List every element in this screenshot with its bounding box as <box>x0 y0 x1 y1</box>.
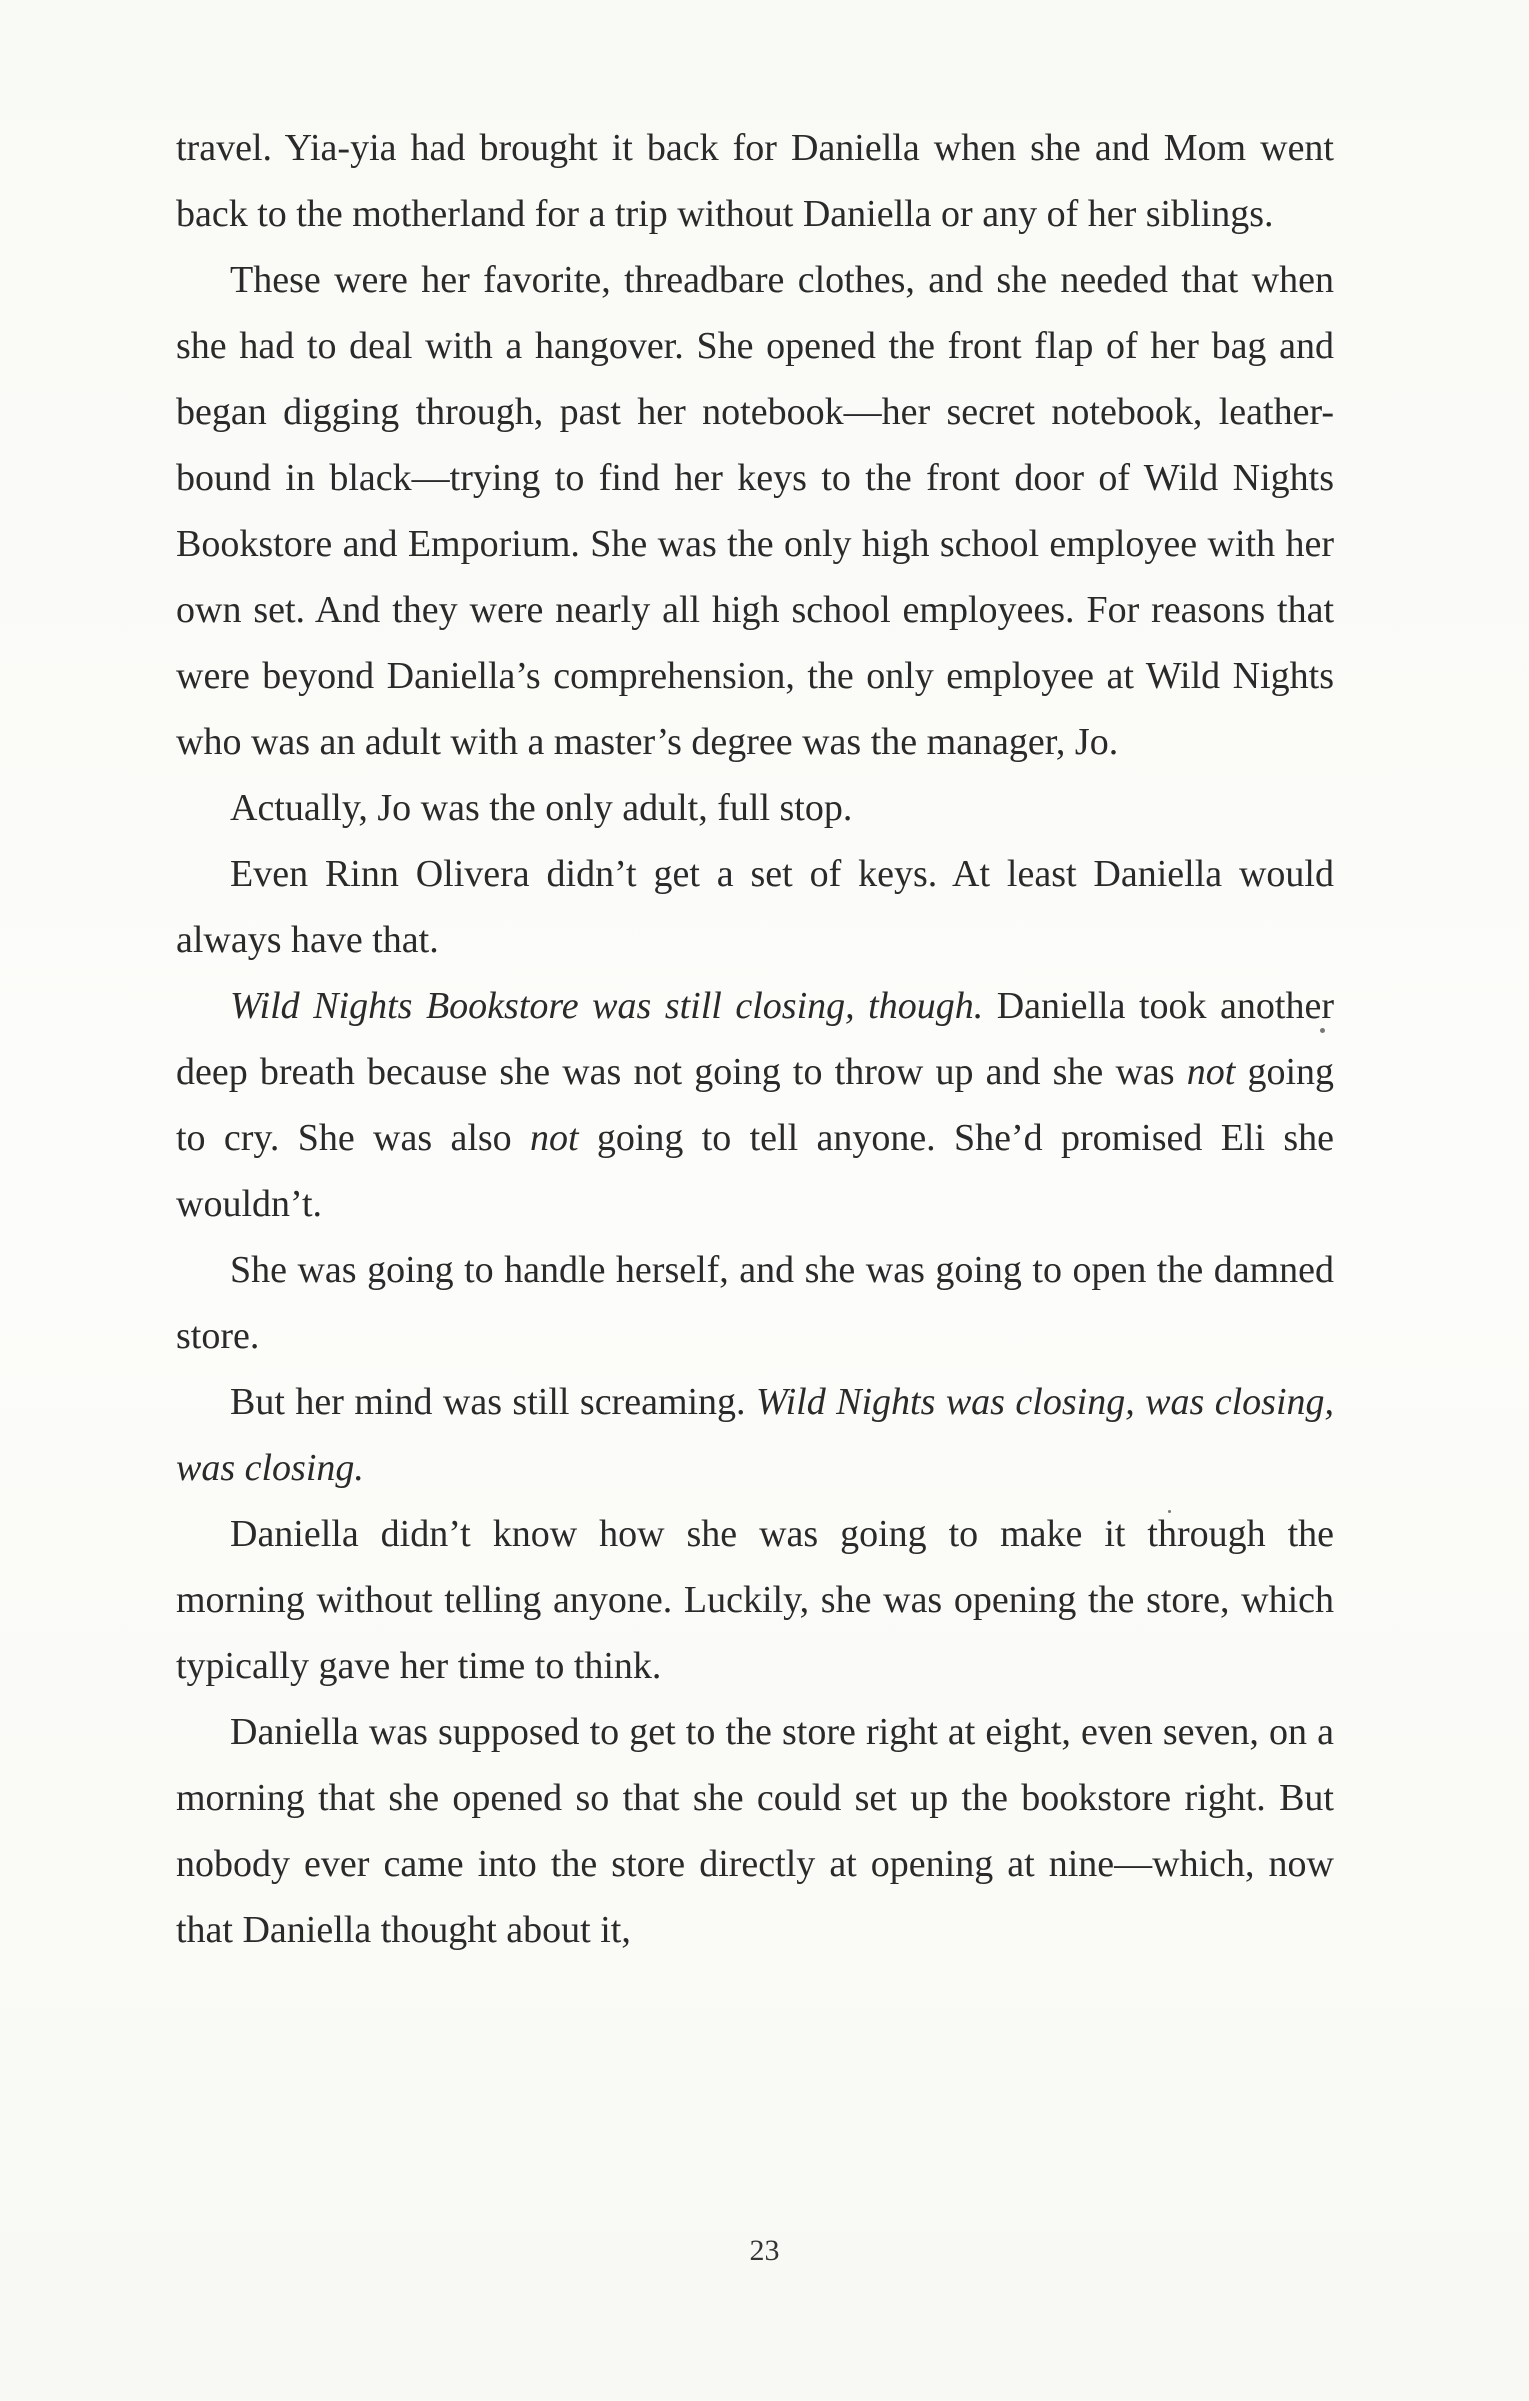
text-run: travel. Yia-yia had brought it back for Daniella when she and Mom went back to the motherland for a trip without Daniella or any of her siblings. <box>176 127 1334 235</box>
print-speck <box>1168 1510 1171 1513</box>
paragraph <box>176 1237 1334 1369</box>
body-text <box>176 115 1334 1963</box>
text-run: Even Rinn Olivera didn’t get a set of keys. At least Daniella would always have that. <box>176 853 1334 961</box>
paragraph <box>176 775 1334 841</box>
text-run: Daniella took another deep breath because she was not going to throw up and she was <box>176 985 1335 1093</box>
text-run: going to tell anyone. She’d promised Eli she wouldn’t. <box>176 1117 1334 1225</box>
paragraph <box>176 1699 1334 1963</box>
page-number: 23 <box>749 2234 780 2267</box>
text-run: Daniella didn’t know how she was going to make it through the morning without telling anyone. Luckily, she was opening the store, which typically gave her time to think. <box>176 1513 1334 1687</box>
text-run: going to cry. She was also <box>176 1051 1334 1159</box>
italic-text-run: not <box>1186 1051 1236 1093</box>
text-run: She was going to handle herself, and she was going to open the damned store. <box>176 1249 1334 1357</box>
text-run: These were her favorite, threadbare clothes, and she needed that when she had to deal with a hangover. She opened the front flap of her bag and began digging through, past her notebook—her secret notebook, leather-bound in black—trying to find her keys to the front door of Wild Nights Bookstore and Emporium. She was the only high school employee with her own set. And they were nearly all high school employees. For reasons that were beyond Daniella’s comprehension, the only employee at Wild Nights who was an adult with a master’s degree was the manager, Jo. <box>176 259 1334 763</box>
paragraph <box>176 973 1334 1237</box>
paragraph <box>176 841 1334 973</box>
paragraph <box>176 1369 1334 1501</box>
paragraph <box>176 247 1334 775</box>
paragraph <box>176 1501 1334 1699</box>
text-run: Actually, Jo was the only adult, full stop. <box>230 787 853 829</box>
italic-text-run: Wild Nights Bookstore was still closing, though. <box>230 985 984 1027</box>
paragraph <box>176 115 1334 247</box>
text-run: Daniella was supposed to get to the store right at eight, even seven, on a morning that she opened so that she could set up the bookstore right. But nobody ever came into the store directly at opening at nine—which, now that Daniella thought about it, <box>176 1711 1334 1951</box>
italic-text-run: not <box>529 1117 579 1159</box>
text-run: But her mind was still screaming. <box>230 1381 757 1423</box>
print-speck <box>1320 1028 1325 1033</box>
italic-text-run: Wild Nights was closing, was closing, was closing. <box>176 1381 1334 1489</box>
